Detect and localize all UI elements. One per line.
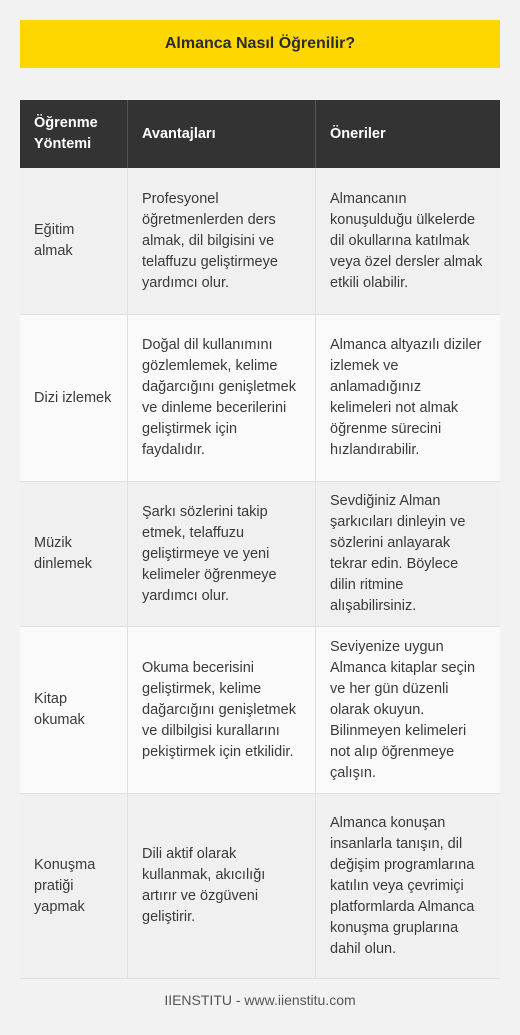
table-header-row (20, 100, 500, 168)
table-row (20, 168, 500, 315)
method-cell: Konuşma pratiği yapmak (20, 794, 128, 978)
advantages-cell: Profesyonel öğretmenlerden ders almak, dil bilgisini ve telaffuzu geliştirmeye yardımcı olur. (128, 168, 316, 314)
method-cell: Dizi izlemek (20, 315, 128, 481)
advantages-cell: Şarkı sözlerini takip etmek, telaffuzu geliştirmeye ve yeni kelimeler öğrenmeye yardımcı olur. (128, 482, 316, 626)
table-row (20, 315, 500, 482)
advantages-cell: Dili aktif olarak kullanmak, akıcılığı artırır ve özgüveni geliştirir. (128, 794, 316, 978)
table-row (20, 482, 500, 627)
method-cell: Müzik dinlemek (20, 482, 128, 626)
footer-credit: IIENSTITU - www.iienstitu.com (164, 992, 356, 1008)
page-title: Almanca Nasıl Öğrenilir? (20, 20, 500, 68)
suggestions-cell: Seviyenize uygun Almanca kitaplar seçin ve her gün düzenli olarak okuyun. Bilinmeyen kelimeleri not alıp öğrenmeye çalışın. (330, 638, 476, 781)
method-cell: Eğitim almak (20, 168, 128, 314)
header-suggestions: Öneriler (330, 125, 386, 142)
suggestions-cell: Almanca konuşan insanlarla tanışın, dil değişim programlarına katılın veya çevrimiçi platformlarda Almanca konuşma gruplarına dahil olun. (330, 814, 475, 957)
suggestions-cell: Sevdiğiniz Alman şarkıcıları dinleyin ve sözlerini anlayarak tekrar edin. Böylece dilin ritmine alışabilirsiniz. (330, 493, 466, 614)
advantages-cell: Doğal dil kullanımını gözlemlemek, kelime dağarcığını genişletmek ve dinleme becerilerini geliştirmek için faydalıdır. (128, 315, 316, 481)
learning-methods-table (20, 100, 500, 979)
header-advantages: Avantajları (128, 100, 316, 168)
table-row (20, 794, 500, 979)
advantages-cell: Okuma becerisini geliştirmek, kelime dağarcığını genişletmek ve dilbilgisi kurallarını pekiştirmek için etkilidir. (128, 627, 316, 793)
table-row (20, 627, 500, 794)
header-method: Öğrenme Yöntemi (20, 100, 128, 168)
suggestions-cell: Almanca altyazılı diziler izlemek ve anlamadığınız kelimeleri not almak öğrenme sürecini hızlandırabilir. (330, 337, 482, 458)
suggestions-cell: Almancanın konuşulduğu ülkelerde dil okullarına katılmak veya özel dersler almak etkili olabilir. (330, 190, 483, 291)
method-cell: Kitap okumak (20, 627, 128, 793)
